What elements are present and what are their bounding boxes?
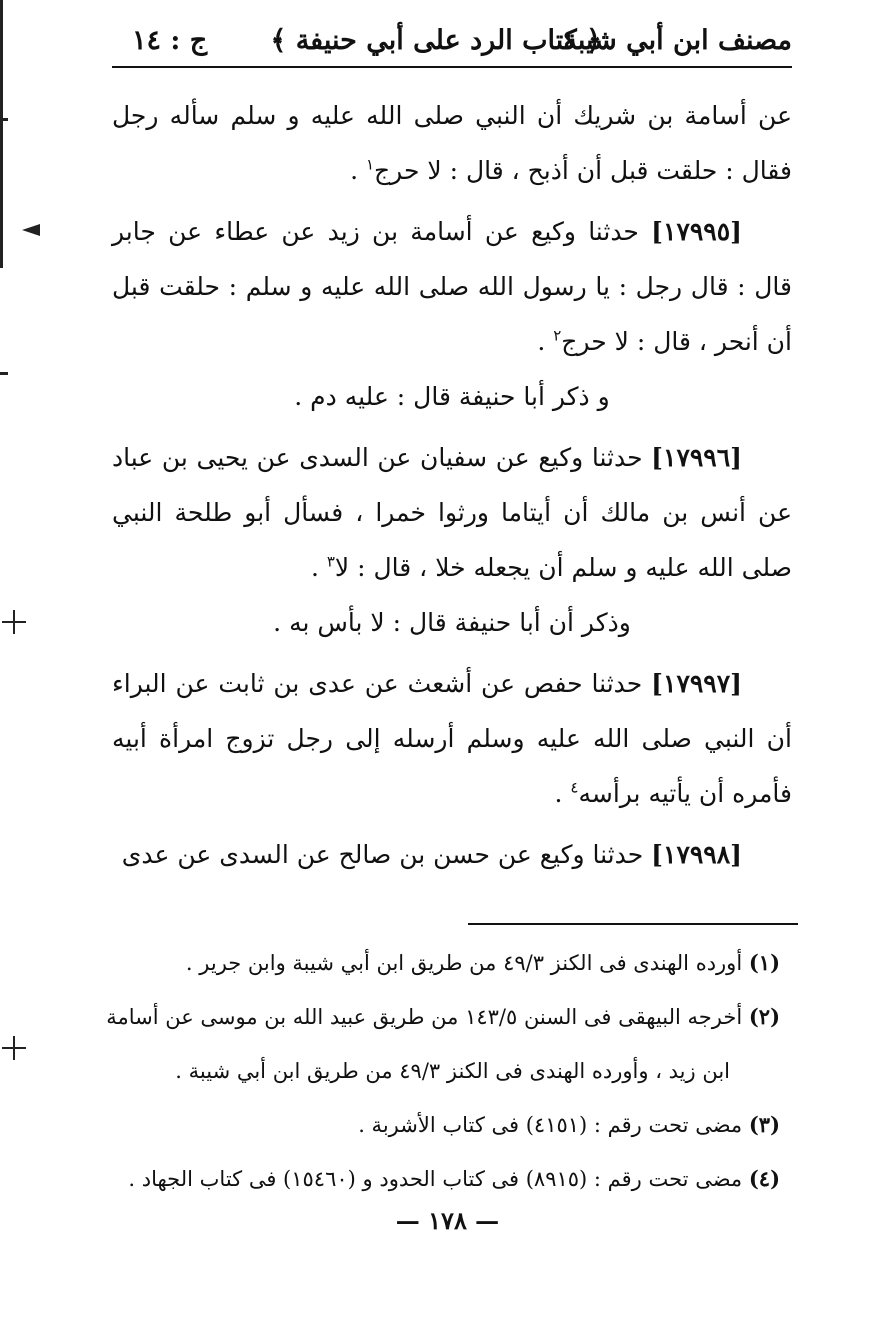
footnote-number: (٤) [748, 1166, 780, 1191]
hadith-text: عن أسامة بن شريك أن النبي صلى الله عليه و سلم سأله رجل فقال : حلقت قبل أن أذبح ، قال : لا حرج [112, 101, 792, 185]
footnote-number: (٢) [748, 1004, 780, 1029]
footnotes [100, 936, 780, 1206]
margin-cross-mark [2, 1036, 26, 1060]
hadith-text: حدثنا وكيع عن سفيان عن السدى عن يحيى بن عباد عن أنس بن مالك أن أيتاما ورثوا خمرا ، فسأل أبو طلحة النبي صلى الله عليه و سلم أن يجعله خلا ، قال : لا [112, 443, 792, 582]
hadith-number: [١٧٩٩٥] [651, 217, 742, 246]
page-number: — ١٧٨ — [395, 1206, 500, 1235]
hadith-text: حدثنا وكيع عن حسن بن صالح عن السدى عن عدى [121, 840, 652, 869]
hadith-number: [١٧٩٩٦] [651, 443, 742, 472]
footnote-number: (٣) [748, 1112, 780, 1137]
footnote-ref: ٢ [553, 326, 562, 345]
margin-arrow-mark [22, 224, 40, 236]
footnote-continuation [100, 1044, 780, 1098]
footnote-ref: ٣ [326, 552, 335, 571]
running-header [112, 18, 792, 62]
hadith-end: . [554, 779, 571, 808]
main-text [112, 88, 792, 882]
hadith-paragraph [112, 827, 792, 882]
abu-hanifa-opinion: و ذكر أبا حنيفة قال : عليه دم . [294, 382, 610, 411]
footnote-text: مضى تحت رقم : (٤١٥١) فى كتاب الأشربة . [358, 1113, 749, 1137]
footnote-text: أخرجه البيهقى فى السنن ١٤٣/٥ من طريق عبيد الله بن موسى عن أسامة [106, 1005, 749, 1029]
footnote [100, 1152, 780, 1206]
hadith-paragraph [112, 88, 792, 198]
footnote-text: مضى تحت رقم : (٨٩١٥) فى كتاب الحدود و (١٥٤٦٠) فى كتاب الجهاد . [128, 1167, 749, 1191]
hadith-text: حدثنا حفص عن أشعث عن عدى بن ثابت عن البراء أن النبي صلى الله عليه وسلم أرسله إلى رجل تزوج امرأة أبيه فأمره أن يأتيه برأسه [112, 669, 792, 808]
footnote-ref: ٤ [570, 778, 579, 797]
footnote-number: (١) [748, 950, 780, 975]
hadith-paragraph [112, 656, 792, 821]
footnote [100, 990, 780, 1044]
footnote [100, 1098, 780, 1152]
footnote-text: أورده الهندى فى الكنز ٤٩/٣ من طريق ابن أبي شيبة وابن جرير . [185, 951, 749, 975]
hadith-paragraph [112, 204, 792, 369]
scan-edge-mark [0, 0, 3, 268]
hadith-text: حدثنا وكيع عن أسامة بن زيد عن عطاء عن جابر قال : قال رجل : يا رسول الله صلى الله عليه و سلم : حلقت قبل أن أنحر ، قال : لا حرج [112, 217, 792, 356]
hadith-number: [١٧٩٩٨] [651, 840, 742, 869]
header-volume: ج : ١٤ [132, 25, 208, 56]
footnote-ref: ١ [365, 155, 375, 174]
abu-hanifa-opinion: وذكر أن أبا حنيفة قال : لا بأس به . [273, 608, 631, 637]
footnote-text: ابن زيد ، وأورده الهندى فى الكنز ٤٩/٣ من طريق ابن أبي شيبة . [175, 1059, 730, 1083]
scan-edge-tick [0, 372, 8, 375]
hadith-paragraph [112, 430, 792, 595]
hadith-end: . [350, 156, 366, 185]
footnote [100, 936, 780, 990]
hadith-end: . [537, 327, 554, 356]
hadith-number: [١٧٩٩٧] [651, 669, 742, 698]
header-book-title: مصنف ابن أبي شيبة [563, 25, 792, 56]
footnote-rule [468, 923, 798, 925]
hadith-end: . [310, 553, 327, 582]
header-rule [112, 66, 792, 68]
scan-edge-tick [0, 118, 8, 121]
margin-cross-mark [2, 610, 26, 634]
header-section-title: ﴿ كتاب الرد على أبي حنيفة ﴾ [270, 25, 602, 56]
